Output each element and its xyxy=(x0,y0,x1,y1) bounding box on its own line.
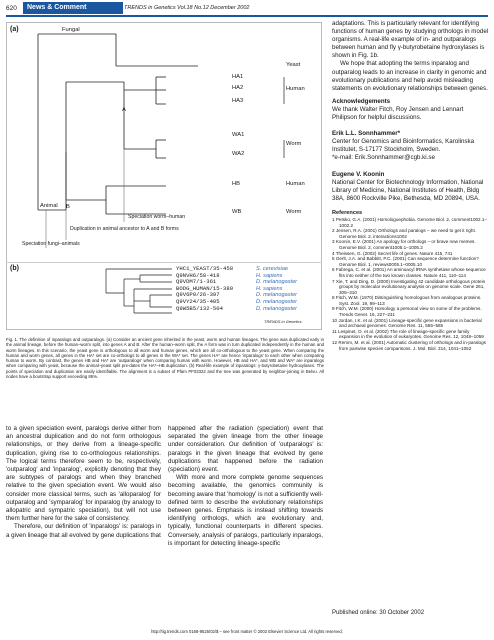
alignment-id: Q9V6P0/26-397 xyxy=(176,291,220,299)
author1-email[interactable]: *e-mail: Erik.Sonnhammer@cgb.ki.se xyxy=(332,154,435,162)
body-column-2 xyxy=(168,425,323,548)
body-column-1 xyxy=(6,425,161,540)
reference-item: 12 Remm, M. et al. (2001) Automatic clustering of orthologs and in-paralogs from pairwise species comparisons. J. Mol. Biol. 314, 1041–1052 xyxy=(332,340,486,351)
body-paragraph: happened after the radiation (speciation) event that separated the given lineage from the other lineage under consideration. Our definition of 'outparalogs' is: paralogs in the given lineage that evolved by gene duplications that happened before the radiation (speciation) event. xyxy=(168,425,323,474)
reference-item: 4 Theissen, G. (2002) Secret life of genes. Nature 415, 741 xyxy=(332,250,453,256)
figure-caption: Fig. 1. The definition of inparalogs and outparalogs. (a) Consider an ancient gene inherited in the yeast, worm and human lineages. The gene was duplicated early in the animal lineage, before the human–worm split, into genes A and B. After the human–worm split, the A form was in turn duplicated independently in the human and worm lineages. In this scenario, the yeast gene is orthologous to all worm and human genes, which are all co-orthologous to the yeast gene. When comparing the human and worm genes, all genes in the HA* set are co-orthologs to all genes in the WA* set. The genes HA* are hence 'inparalogs' to each other when comparing human to worm. By contrast, the genes HB and HA* are 'outparalogs' when comparing human with worm. However, HB and HA*, and WB and WA* are inparalogs when comparing with yeast, because the animal–yeast split pre-dates the HA*–HB duplication. (b) Real-life example of inparalogs: γ-butyrobetaine hydroxylases. The points of speciation and duplication are easily identifiable. The alignment is a subset of Pfam PF03322 and the tree was generated by neighbor-joining in Belvu. All nodes have a bootstrap support exceeding 85%. xyxy=(6,337,324,380)
speciation-fungi-animals-label: Speciation fungi–animals xyxy=(22,241,80,247)
alignment-species-name: H. sapiens xyxy=(256,272,283,279)
alignment-id: Q9NVH6/58-418 xyxy=(176,271,220,279)
right-intro-2: We hope that adopting the terms inparalog and outparalog leads to an increase in clarity in genomic and evolutionary publications and help avoid misleading statements on evolutionary relationships between genes. xyxy=(332,60,488,92)
alignment-id: Q9W5B5/132-504 xyxy=(176,304,223,312)
alignment-id: YHC1_YEAST/35-458 xyxy=(176,265,234,272)
species-worm-b: Worm xyxy=(286,209,302,215)
right-column xyxy=(332,20,490,351)
header-rule xyxy=(6,15,488,17)
alignment-species-name: H. sapiens xyxy=(256,285,283,292)
node-b-label: B xyxy=(66,204,70,210)
reference-item: 1 Petsko, G.A. (2001) Homologuephobia. Genome Biol. 2, comment1002.1–1002.2 xyxy=(332,216,488,228)
animal-label: Animal xyxy=(40,203,58,209)
leaf-ha1: HA1 xyxy=(232,74,244,80)
species-yeast: Yeast xyxy=(286,62,301,68)
alignment-tree xyxy=(100,266,172,316)
author2-name: Eugene V. Koonin xyxy=(332,170,385,178)
alignment-species-name: D. melanogaster xyxy=(256,305,298,312)
duplication-label: Duplication in animal ancestor to A and B forms xyxy=(70,226,179,232)
reference-item: 9 Fitch, W.M. (2000) Homology a personal view on some of the problems. Trends Genet. 16, 227–231 xyxy=(332,306,482,318)
alignment-id: Q9VDM7/1-361 xyxy=(176,278,217,286)
alignment-species-name: D. melanogaster xyxy=(256,279,298,286)
species-human-a: Human xyxy=(286,86,305,92)
author1-affiliation: Center for Genomics and Bioinformatics, Karolinska Institutet, S-17177 Stockholm, Sweden. xyxy=(332,138,475,154)
alignment-id: BODG_HUMAN/15-380 xyxy=(176,284,234,292)
body-paragraph: to a given speciation event, paralogs derive either from an ancestral duplication and do not form orthologous relationships, or they derive from a lineage-specific duplication, giving rise to co-orthologous relationships. The logical terms therefore seem to be, respectively, 'outparalog' and 'inparalog', explicitly denoting that they are subtypes of paralogs and when they branched relative to the given speciation event. We would also consider more classical terms, such as 'alloparalog' for outparalog and 'symparalog' for inparalog (by analogy to allopatric and sympatric speciation), but will not use them further here for the sake of consistency. xyxy=(6,425,161,523)
panel-b-label: (b) xyxy=(10,265,19,272)
alignment-species-name: D. melanogaster xyxy=(256,298,298,305)
reference-item: 8 Fitch, W.M. (1970) Distinguishing homologous from analogous proteins. Syst. Zool. 19, 99–113 xyxy=(332,295,482,306)
section-label: News & Comment xyxy=(23,2,123,14)
panel-divider xyxy=(6,262,322,263)
journal-info: TRENDS in Genetics Vol.18 No.12 December 2002 xyxy=(124,5,250,11)
author2-affiliation: National Center for Biotechnology Information, National Library of Medicine, National Institutes of Health, Bldg 38A, 8600 Rockville Pike, Bethesda, MD 20894, USA. xyxy=(332,178,484,202)
published-date: Published online: 30 October 2002 xyxy=(332,610,425,616)
reference-item: 10 Jordan, I.K. et al. (2001) Lineage-specific gene expansions in bacterial and archaeal genomes. Genome Res. 11, 555–565 xyxy=(332,317,482,329)
leaf-hb: HB xyxy=(232,181,241,187)
reference-item: 2 Jensen, R.A. (2001) Orthologs and paralogs – we need to get it right. Genome Biol. 2, interactions1002 xyxy=(332,228,477,239)
leaf-ha2: HA2 xyxy=(232,85,244,91)
leaf-ha3: HA3 xyxy=(232,98,244,104)
reference-item: 5 Gerlt, J.A. and Babbitt, P.C. (2001) Can sequence determine function? Genome Biol. 1, reviews0005.1–0005.10 xyxy=(332,256,479,267)
page-footer: http://tig.trends.com 0168-9525/02/$ – see front matter © 2002 Elsevier Science Ltd. All rights reserved. xyxy=(151,629,343,634)
alignment-species-name: S. cerevisiae xyxy=(256,266,289,272)
page-number: 620 xyxy=(6,5,17,12)
reference-item: 11 Lespinet, O. et al. (2002) The role of lineage-specific gene family expansion in the evolution of eukaryotes. Genome Res. 12, 1048–1059 xyxy=(332,328,484,340)
alignment-species xyxy=(256,266,297,312)
ack-text: We thank Walter Fitch, Roy Jensen and Lennart Philipson for helpful discussions. xyxy=(332,105,464,122)
ack-title: Acknowledgements xyxy=(332,97,391,105)
reference-item: 7 Xie, T. and Ding, D. (2000) Investigating 42 candidate orthologous protein groups by molecular evolutionary analysis on genome scale. Gene 261, 305–310 xyxy=(332,278,486,295)
references-title: References xyxy=(332,209,363,216)
body-paragraph: Therefore, our definition of 'inparalogs' is: paralogs in a given lineage that all evolved by gene duplications that xyxy=(6,523,161,539)
alignment-ids xyxy=(176,266,233,312)
figure-credit: TRENDS in Genetics xyxy=(264,319,302,324)
references-list xyxy=(332,217,490,351)
leaf-wb: WB xyxy=(232,209,242,215)
leaf-wa1: WA1 xyxy=(232,132,245,138)
alignment-species-name: D. melanogaster xyxy=(256,292,298,299)
panel-a-label: (a) xyxy=(10,26,19,33)
species-human-b: Human xyxy=(286,181,305,187)
node-a-label: A xyxy=(122,107,126,113)
species-worm-a: Worm xyxy=(286,141,302,147)
alignment-id: Q9VY24/35-405 xyxy=(176,297,220,305)
author1-name: Erik L.L. Sonnhammer* xyxy=(332,130,401,138)
reference-item: 6 Fabrega, C. et al. (2001) An aminoacyl tRNA synthetase whose sequence fits into neither of the two known classes. Nature 411, 110–114 xyxy=(332,267,486,278)
body-paragraph: With more and more complete genome sequences becoming available, the genomics community is becoming aware that 'homology' is not a sufficiently well-defined term to describe the evolutionary relationships between genes. Emphasis is instead shifting towards identifying orthologs, which are evolutionary and, typically, functional counterparts in different species. Conversely, analysis of paralogs, particularly inparalogs, is important for detecting lineage-specific xyxy=(168,474,323,547)
leaf-wa2: WA2 xyxy=(232,151,245,157)
speciation-worm-human-label: Speciation worm–human xyxy=(128,214,186,220)
reference-item: 3 Koonin, E.V. (2001) An apology for orthologs – or brave new memes. Genome Biol. 2, comment1005.1–1005.2 xyxy=(332,239,476,250)
fungal-label: Fungal xyxy=(62,27,80,33)
right-intro: adaptations. This is particularly relevant for identifying functions of human genes by studying orthologs in model organisms. A real-life example of in- and outparalogs between human and fly γ-butyrobetaine hydroxylases is shown in Fig. 1b. xyxy=(332,20,489,60)
